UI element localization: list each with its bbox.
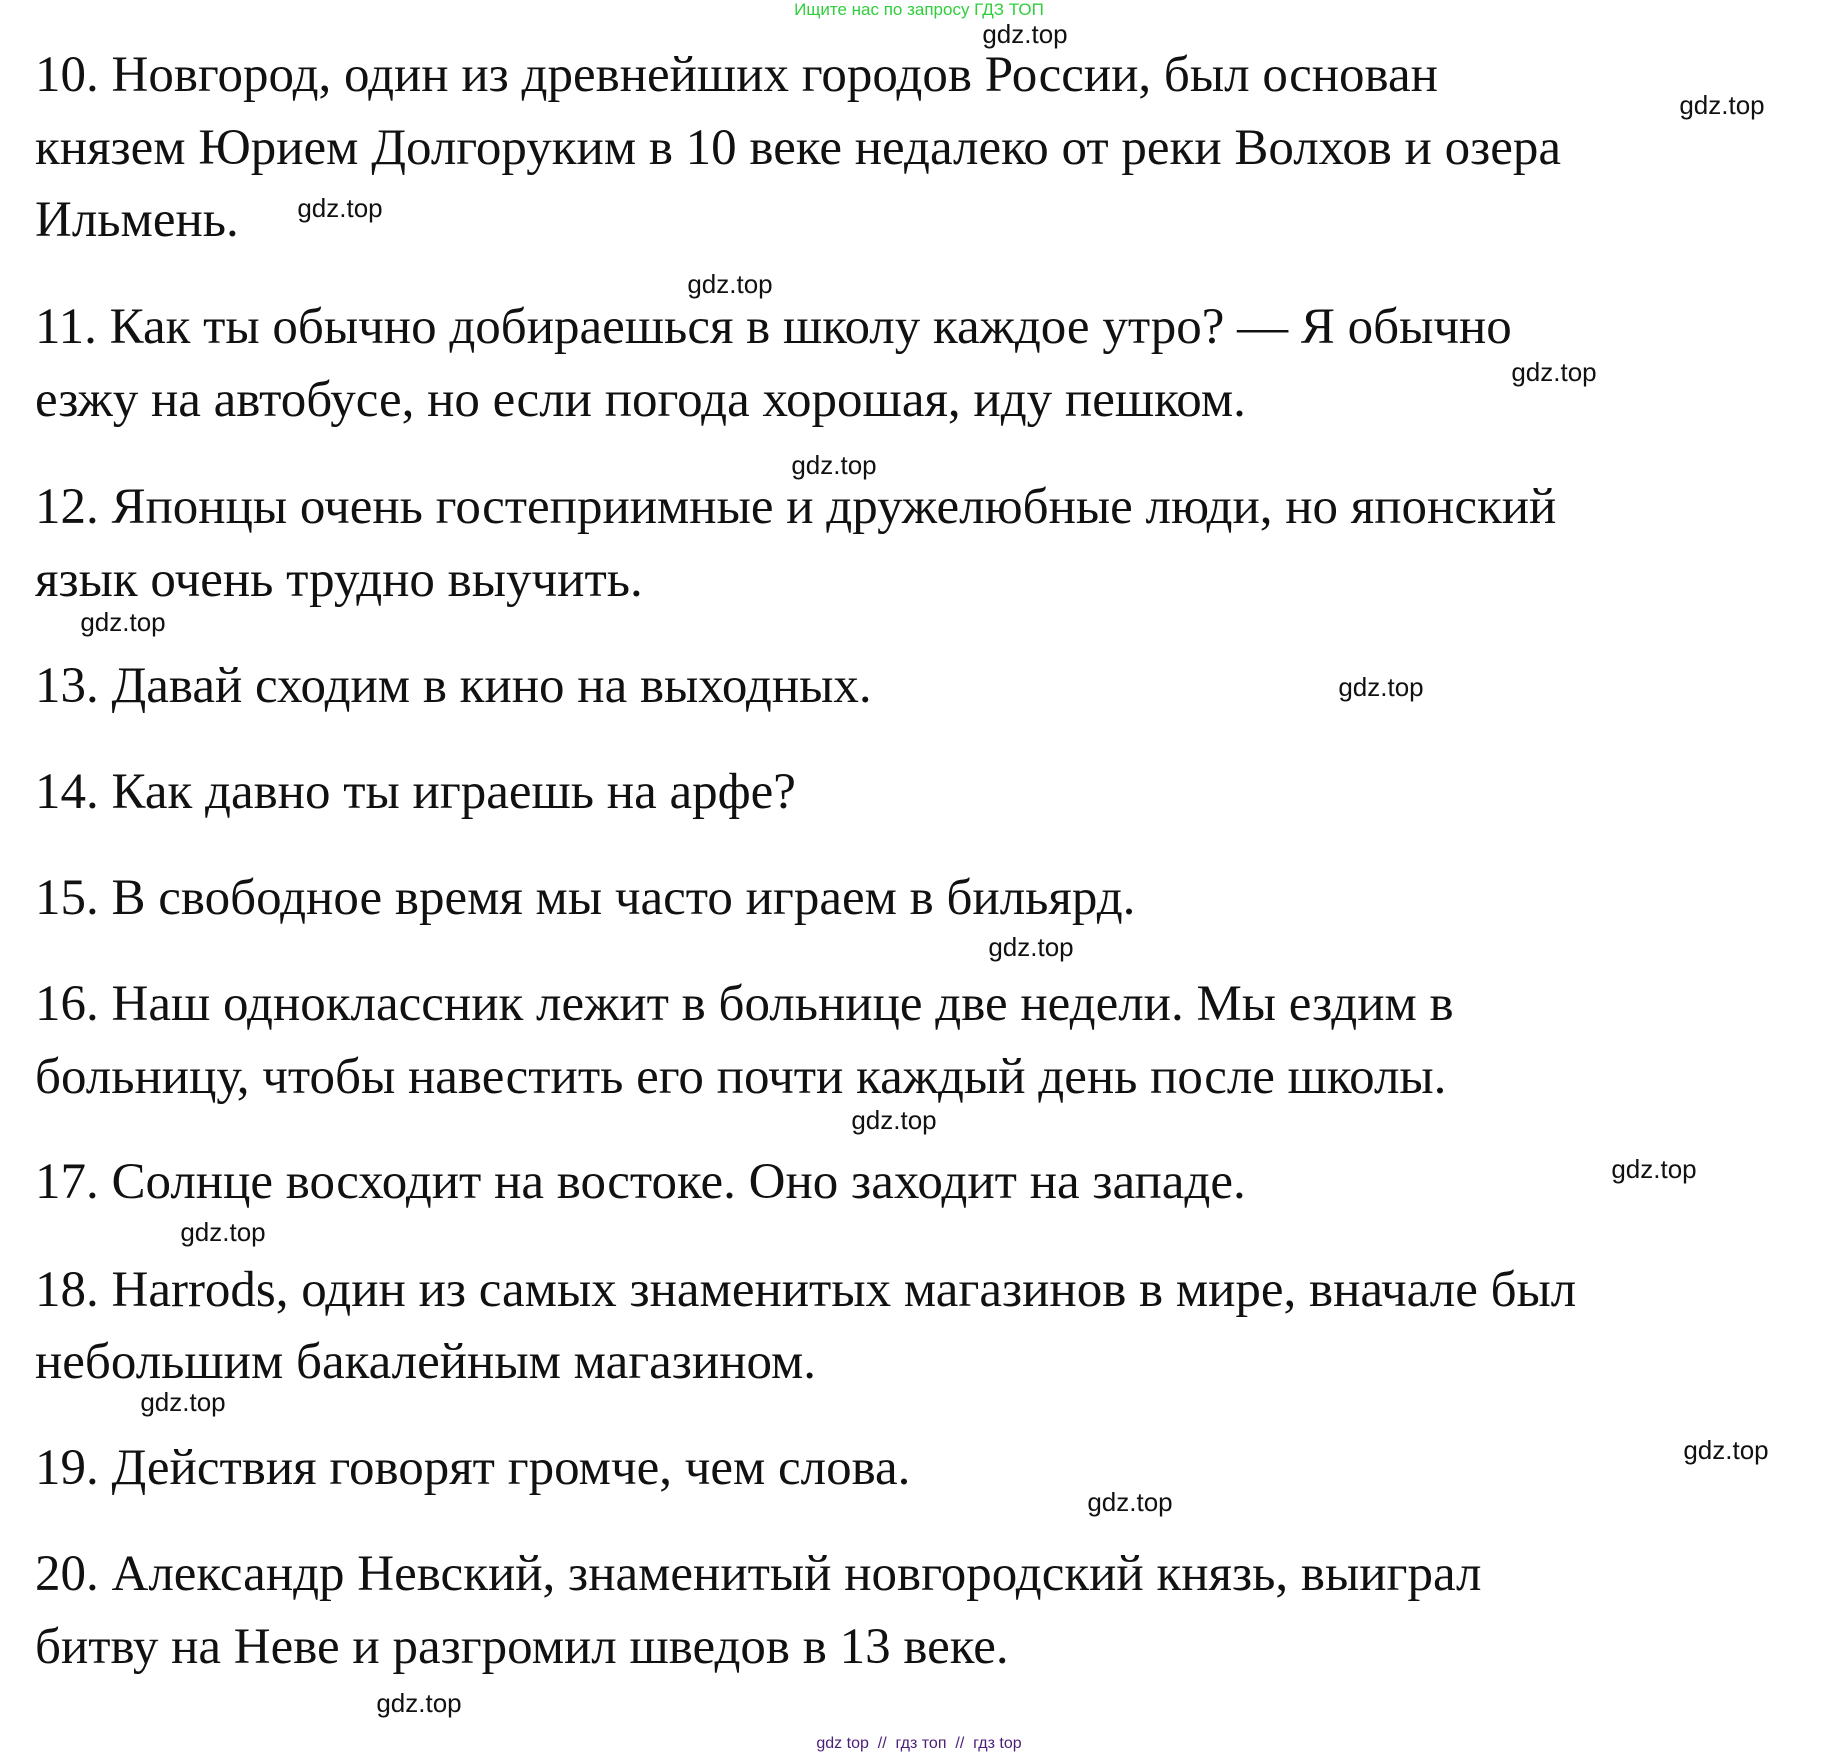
answer-12-line-1: 12. Японцы очень гостеприимные и дружелюбные люди, но японский — [35, 479, 1557, 535]
watermark: gdz.top — [80, 607, 166, 637]
watermark: gdz.top — [297, 193, 383, 223]
watermark: gdz.top — [982, 19, 1068, 49]
answer-18-line-1: 18. Harrods, один из самых знаменитых магазинов в мире, вначале был — [35, 1262, 1577, 1318]
answer-19: 19. Действия говорят громче, чем слова. — [35, 1440, 911, 1496]
watermark: gdz.top — [851, 1105, 937, 1135]
answer-11-line-2: езжу на автобусе, но если погода хорошая, иду пешком. — [35, 372, 1246, 428]
answer-15: 15. В свободное время мы часто играем в бильярд. — [35, 870, 1136, 926]
watermark: gdz.top — [180, 1217, 266, 1247]
answer-14: 14. Как давно ты играешь на арфе? — [35, 764, 796, 820]
watermark: gdz.top — [1338, 672, 1424, 702]
watermark: gdz.top — [376, 1688, 462, 1718]
answer-17: 17. Солнце восходит на востоке. Оно заходит на западе. — [35, 1154, 1246, 1210]
watermark: gdz.top — [1683, 1435, 1769, 1465]
answer-10-line-3: Ильмень. — [35, 192, 239, 248]
search-hint-banner: Ищите нас по запросу ГДЗ ТОП — [794, 0, 1044, 19]
answer-10-line-2: князем Юрием Долгоруким в 10 веке недалеко от реки Волхов и озера — [35, 120, 1562, 176]
watermark: gdz.top — [1511, 357, 1597, 387]
answer-18-line-2: небольшим бакалейным магазином. — [35, 1334, 817, 1390]
answer-20-line-1: 20. Александр Невский, знаменитый новгородский князь, выиграл — [35, 1546, 1482, 1602]
watermark: gdz.top — [140, 1387, 226, 1417]
watermark: gdz.top — [791, 450, 877, 480]
watermark: gdz.top — [687, 269, 773, 299]
answer-16-line-2: больницу, чтобы навестить его почти каждый день после школы. — [35, 1049, 1447, 1105]
answer-13: 13. Давай сходим в кино на выходных. — [35, 658, 872, 714]
footer-links: gdz top // гдз топ // гдз top — [816, 1735, 1022, 1752]
answer-10-line-1: 10. Новгород, один из древнейших городов России, был основан — [35, 47, 1438, 103]
answer-20-line-2: битву на Неве и разгромил шведов в 13 веке. — [35, 1619, 1009, 1675]
answer-12-line-2: язык очень трудно выучить. — [35, 552, 643, 608]
watermark: gdz.top — [1087, 1487, 1173, 1517]
watermark: gdz.top — [1611, 1154, 1697, 1184]
answer-11-line-1: 11. Как ты обычно добираешься в школу каждое утро? — Я обычно — [35, 299, 1512, 355]
watermark: gdz.top — [988, 932, 1074, 962]
answer-16-line-1: 16. Наш одноклассник лежит в больнице две недели. Мы ездим в — [35, 976, 1454, 1032]
watermark: gdz.top — [1679, 90, 1765, 120]
